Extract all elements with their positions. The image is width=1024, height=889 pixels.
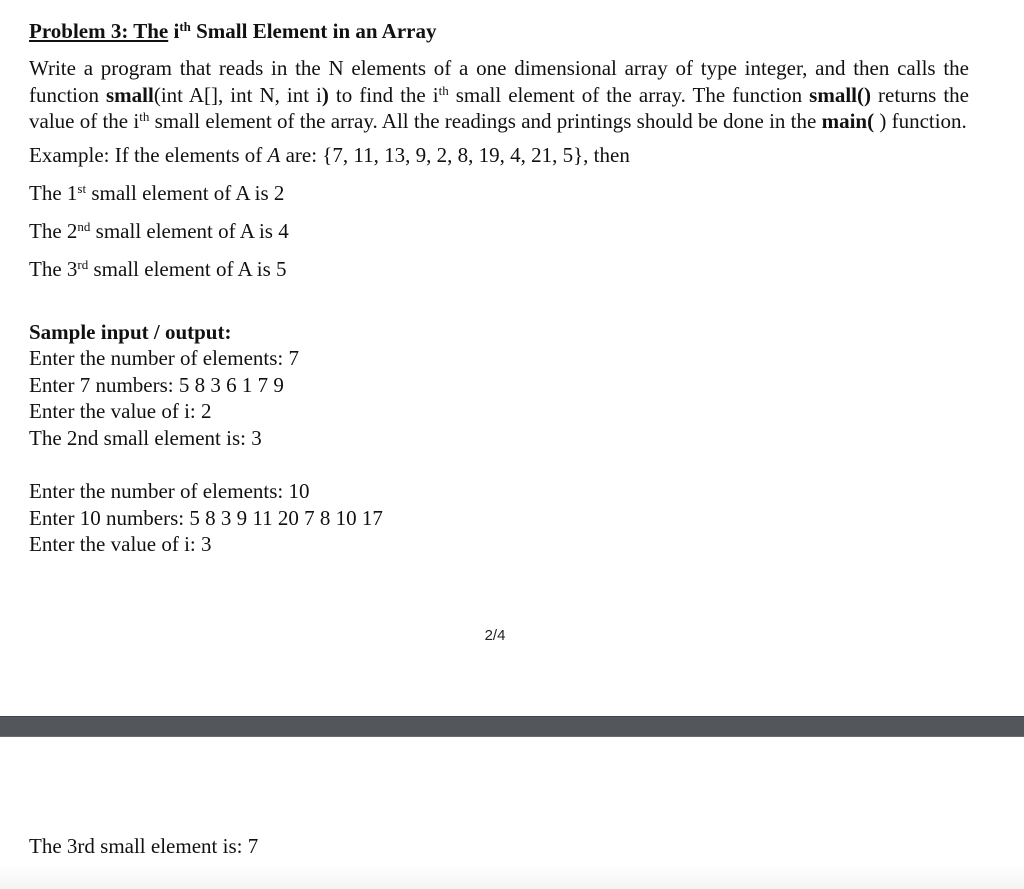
desc-text-5: returns the value of the i xyxy=(29,82,969,133)
title-suffix: Small Element in an Array xyxy=(190,19,437,43)
page-separator xyxy=(0,716,1024,737)
page-bottom-shade xyxy=(0,865,1024,889)
sample-heading: Sample input / output: xyxy=(29,319,232,344)
example-intro xyxy=(29,142,969,168)
example-rank-3 xyxy=(29,256,969,282)
sample-run1-line-2: Enter 7 numbers: 5 8 3 6 1 7 9 xyxy=(29,372,284,397)
page-number: 2/4 xyxy=(484,627,506,644)
example-rank-1 xyxy=(29,180,969,206)
example-var: A xyxy=(267,142,281,167)
example-rank-2 xyxy=(29,218,969,244)
desc-text-2: (int A[], int N, int i xyxy=(153,82,322,107)
sample-run1-line-4: The 2nd small element is: 3 xyxy=(29,425,262,450)
page-content xyxy=(29,17,969,558)
desc-bold-small: small xyxy=(106,82,154,107)
sample-run1-line-1: Enter the number of elements: 7 xyxy=(29,346,299,370)
desc-sup-2: th xyxy=(139,108,150,124)
title-sup: th xyxy=(179,18,191,34)
rank-1-post: small element of A is 2 xyxy=(86,180,285,205)
desc-bold-main: main( xyxy=(821,109,875,133)
rank-3-sup: rd xyxy=(77,256,89,272)
sample-run2-line-2: Enter 10 numbers: 5 8 3 9 11 20 7 8 10 17 xyxy=(29,505,383,530)
rank-2-pre: The 2 xyxy=(29,218,78,243)
sample-run2-line-3: Enter the value of i: 3 xyxy=(29,532,212,556)
desc-text-6: small element of the array. All the readings and printings should be done in the xyxy=(149,109,822,133)
desc-bold-paren: ) xyxy=(321,82,329,107)
sample-run2-result: The 3rd small element is: 7 xyxy=(29,834,259,858)
problem-title xyxy=(29,17,969,45)
pdf-page-3 xyxy=(0,737,1024,889)
sample-run1-line-3: Enter the value of i: 2 xyxy=(29,399,212,423)
rank-2-post: small element of A is 4 xyxy=(90,218,289,243)
rank-3-post: small element of A is 5 xyxy=(88,256,287,281)
rank-1-pre: The 1 xyxy=(29,180,78,205)
rank-1-sup: st xyxy=(77,180,87,196)
rank-2-sup: nd xyxy=(77,218,91,234)
example-intro-b: are: {7, 11, 13, 9, 2, 8, 19, 4, 21, 5}, then xyxy=(280,142,630,167)
desc-text-1: Write a program that reads in the N elements of a one dimensional array of type integer, and then calls the function xyxy=(29,56,969,107)
problem-description xyxy=(29,55,969,135)
desc-sup-1: th xyxy=(438,82,449,98)
desc-text-3: to find the i xyxy=(328,82,439,107)
title-i: i xyxy=(173,19,180,43)
desc-text-7: ) function. xyxy=(874,109,967,133)
title-prefix: Problem 3: The xyxy=(29,19,169,43)
rank-3-pre: The 3 xyxy=(29,256,78,281)
sample-run2-line-1: Enter the number of elements: 10 xyxy=(29,479,310,503)
desc-text-4: small element of the array. The function xyxy=(448,82,810,107)
example-intro-a: Example: If the elements of xyxy=(29,142,268,167)
desc-bold-small-fn: small() xyxy=(809,82,871,107)
